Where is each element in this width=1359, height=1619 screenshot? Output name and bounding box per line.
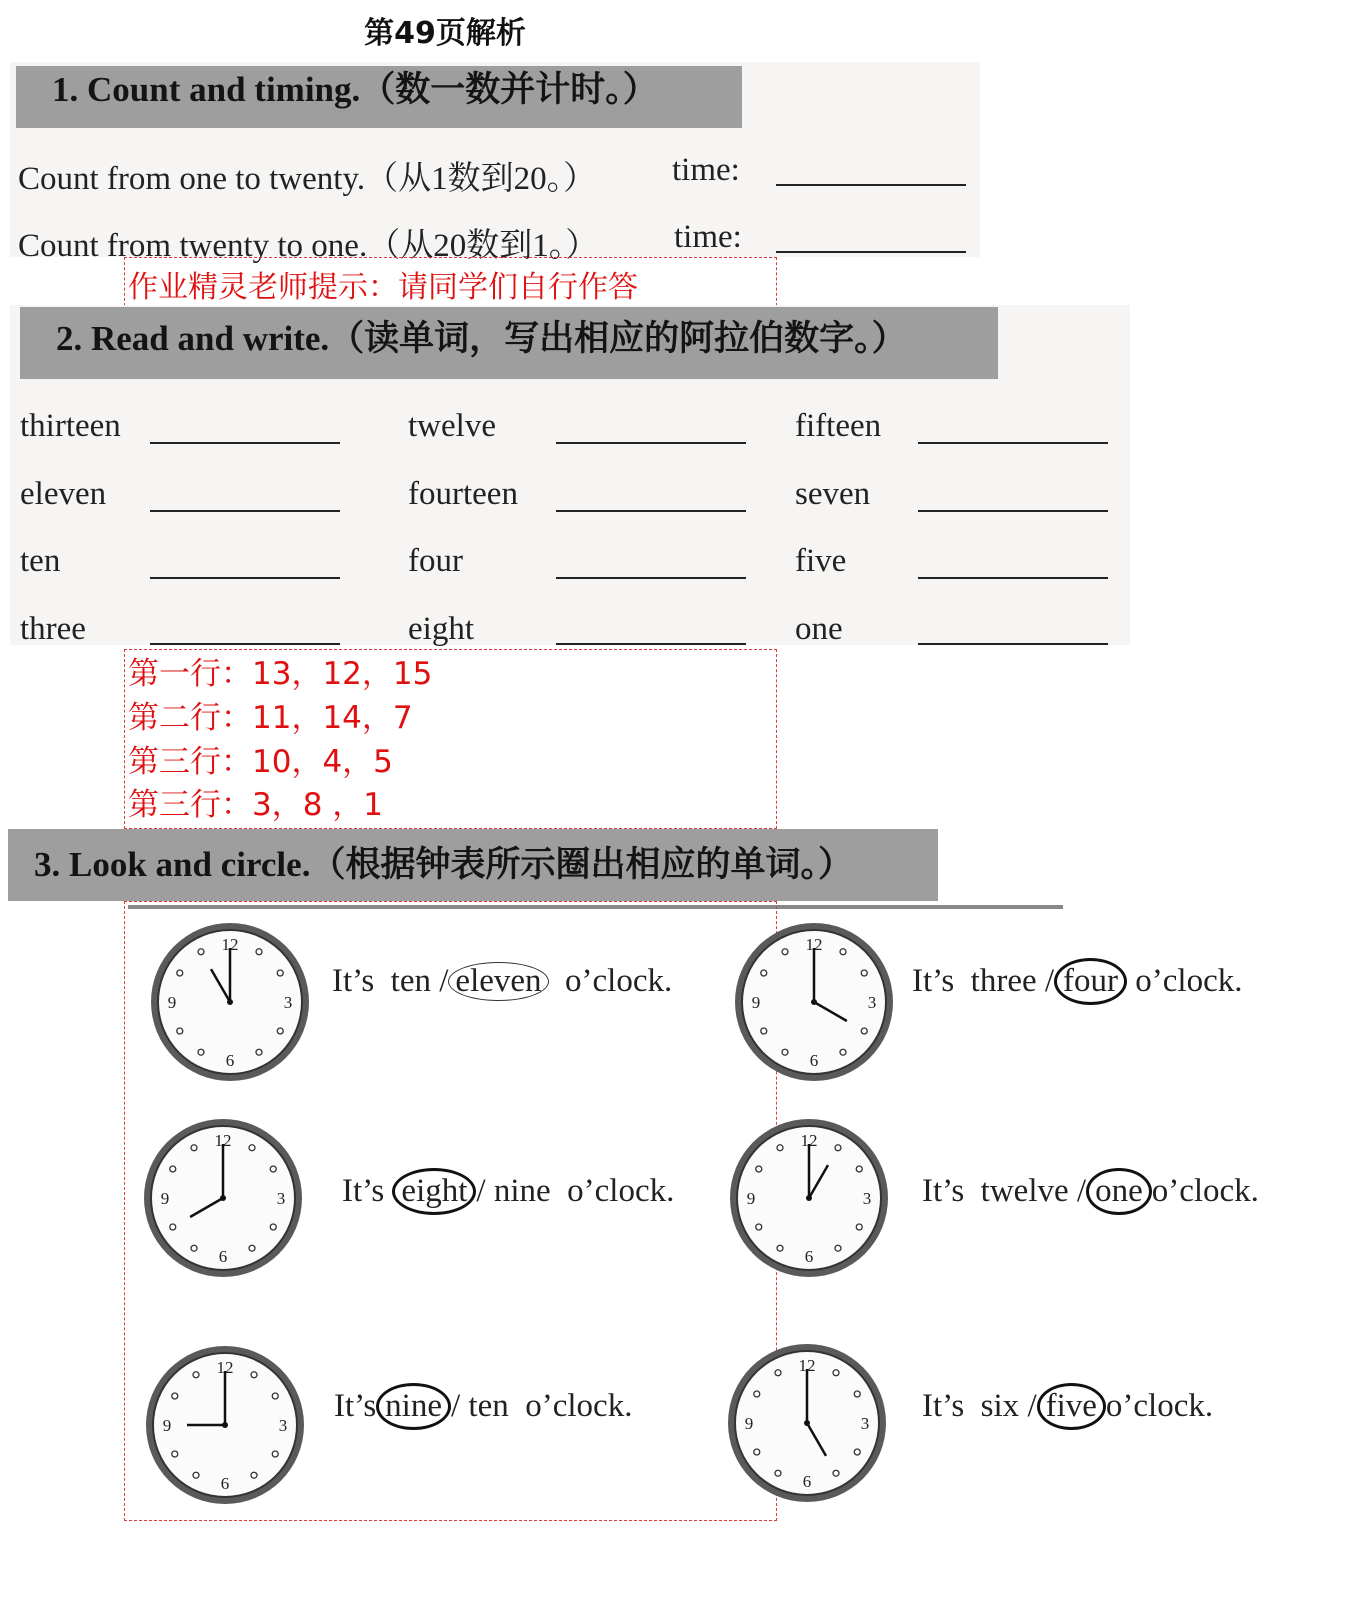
clock-numeral: 6 [220,1474,230,1493]
word-cell: four [408,543,463,579]
clock-numeral: 6 [809,1051,819,1070]
option-1[interactable]: ten [390,963,431,999]
word-cell: fifteen [795,408,882,444]
clock-numeral: 3 [278,1416,288,1435]
clock-face-4 [726,1115,892,1281]
option-1-circled[interactable]: eight [392,1168,476,1215]
answer-line-2: 第二行：11，14，7 [128,700,413,736]
option-separator: / [476,1173,486,1209]
word-cell: fourteen [408,476,518,512]
clock-6 [724,1340,890,1506]
clock-numeral: 9 [160,1189,170,1208]
word-cell: ten [20,543,61,579]
option-2-circled[interactable]: five [1037,1383,1106,1430]
answer-line-1: 第一行：13，12，15 [128,656,433,692]
clock-face-1 [147,919,313,1085]
answer-blank[interactable] [556,577,746,579]
clock-face-5 [142,1342,308,1508]
answer-blank[interactable] [918,643,1108,645]
answer-blank[interactable] [918,442,1108,444]
clock-numeral: 3 [860,1414,870,1433]
answer-blank[interactable] [556,442,746,444]
sentence-suffix: o’clock. [1151,1173,1259,1209]
option-separator: / [1027,1388,1037,1424]
clock-center [806,1195,812,1201]
sentence-prefix: It’s [922,1388,965,1424]
section3-heading: 3. Look and circle.（根据钟表所示圈出相应的单词。） [8,829,938,901]
hint-text: 作业精灵老师提示：请同学们自行作答 [128,270,638,305]
clock-3 [140,1115,306,1281]
clock-5 [142,1342,308,1508]
sentence-suffix: o’clock. [565,963,673,999]
word-cell: eleven [20,476,107,512]
answer-blank[interactable] [556,643,746,645]
option-separator: / [1076,1173,1087,1209]
word-cell: seven [795,476,871,512]
clock-sentence-4 [922,1168,1259,1215]
clock-numeral: 3 [276,1189,286,1208]
clock-numeral: 6 [802,1472,812,1491]
answer-blank[interactable] [918,577,1108,579]
clock-numeral: 12 [214,1131,232,1150]
sentence-suffix: o’clock. [1105,1388,1214,1424]
clock-center [804,1420,810,1426]
clock-numeral: 6 [225,1051,235,1070]
time-blank-2[interactable] [776,251,966,253]
section1-heading: 1. Count and timing.（数一数并计时。） [16,66,742,128]
option-1[interactable]: twelve [980,1173,1069,1209]
time-label-2: time: [674,219,742,255]
clock-1 [147,919,313,1085]
clock-face-6 [724,1340,890,1506]
clock-numeral: 6 [804,1247,814,1266]
clock-2 [731,919,897,1085]
word-cell: thirteen [20,408,121,444]
clock-numeral: 12 [221,935,239,954]
word-cell: three [20,611,86,647]
clock-numeral: 3 [283,993,293,1012]
clock-numeral: 9 [162,1416,172,1435]
clock-center [811,999,817,1005]
clock-numeral: 12 [805,935,823,954]
option-2[interactable]: ten [468,1388,509,1424]
time-blank-1[interactable] [776,184,966,186]
answer-blank[interactable] [150,577,340,579]
clock-numeral: 3 [867,993,877,1012]
word-cell: twelve [408,408,496,444]
count-row-1-text: Count from one to twenty.（从1数到20。） [18,161,597,197]
clock-numeral: 12 [798,1356,816,1375]
clock-sentence-5 [334,1383,632,1430]
clock-center [222,1422,228,1428]
sentence-prefix: It’s [912,963,955,999]
sentence-prefix: It’s [342,1173,385,1209]
clock-sentence-1 [332,962,672,1001]
clock-numeral: 9 [744,1414,754,1433]
option-separator: / [451,1388,461,1424]
sentence-prefix: It’s [332,963,375,999]
clock-4 [726,1115,892,1281]
page-title: 第49页解析 [364,16,526,51]
clock-face-3 [140,1115,306,1281]
sentence-prefix: It’s [334,1388,377,1424]
answer-line-4: 第三行：3，8 ，1 [128,787,384,823]
clock-numeral: 6 [218,1247,228,1266]
option-separator: / [439,963,449,999]
clock-sentence-6 [922,1383,1213,1430]
answer-blank[interactable] [150,442,340,444]
clock-numeral: 3 [862,1189,872,1208]
sentence-suffix: o’clock. [567,1173,675,1209]
clock-sentence-3 [342,1168,674,1215]
word-cell: eight [408,611,474,647]
option-2[interactable]: nine [493,1173,551,1209]
clock-face-2 [731,919,897,1085]
sentence-prefix: It’s [922,1173,965,1209]
word-cell: five [795,543,847,579]
clock-sentence-2 [912,958,1242,1005]
option-1[interactable]: six [980,1388,1020,1424]
clock-numeral: 9 [167,993,177,1012]
clock-numeral: 12 [216,1358,234,1377]
answer-blank[interactable] [150,510,340,512]
sentence-suffix: o’clock. [525,1388,633,1424]
option-separator: / [1044,963,1055,999]
clock-center [220,1195,226,1201]
word-cell: one [795,611,843,647]
option-1-circled[interactable]: nine [376,1383,451,1430]
answer-line-3: 第三行：10，4，5 [128,744,393,780]
clock-numeral: 12 [800,1131,818,1150]
time-label-1: time: [672,152,740,188]
answer-blank[interactable] [918,510,1108,512]
count-row-2-text: Count from twenty to one.（从20数到1。） [18,228,599,264]
option-2-circled[interactable]: eleven [448,962,548,1001]
clock-center [227,999,233,1005]
count-row-1 [18,152,596,199]
option-2-circled[interactable]: one [1086,1168,1152,1215]
clock-numeral: 9 [746,1189,756,1208]
sentence-suffix: o’clock. [1135,963,1243,999]
answer-blank[interactable] [150,643,340,645]
option-2-circled[interactable]: four [1054,958,1127,1005]
option-1[interactable]: three [970,963,1037,999]
answer-blank[interactable] [556,510,746,512]
section2-heading: 2. Read and write.（读单词，写出相应的阿拉伯数字。） [20,307,998,379]
clock-numeral: 9 [751,993,761,1012]
